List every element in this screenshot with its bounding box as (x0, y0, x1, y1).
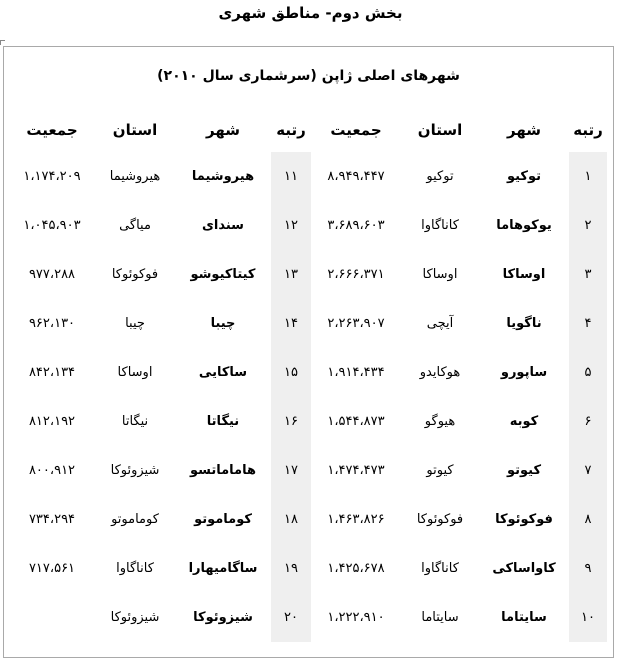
city-cell: چیبا (210, 316, 236, 331)
province-cell: کیوتو (426, 463, 454, 478)
city-cell: کاواساکی (492, 561, 556, 576)
rank-cell: ۱۲ (271, 201, 311, 250)
city-cell: ناگویا (506, 316, 542, 331)
rank-cell: ۱۶ (271, 397, 311, 446)
rank-cell: ۱ (569, 152, 607, 201)
province-cell: نیگاتا (121, 414, 149, 429)
rank-cell: ۱۴ (271, 299, 311, 348)
cities-table (9, 108, 607, 642)
table-row (9, 397, 607, 446)
rank-cell: ۹ (569, 544, 607, 593)
header-population-2: جمعیت (26, 121, 78, 139)
population-cell: ۱،۱۷۴،۲۰۹ (23, 169, 81, 184)
province-cell: کاناگاوا (421, 218, 459, 233)
rank-cell: ۱۰ (569, 593, 607, 642)
province-cell: آیچی (426, 316, 454, 331)
rank-cell: ۷ (569, 446, 607, 495)
table-row (9, 348, 607, 397)
population-cell: ۲،۲۶۳،۹۰۷ (327, 316, 385, 331)
header-population: جمعیت (330, 121, 382, 139)
province-cell: اوساکا (117, 365, 153, 380)
population-cell: ۷۳۴،۲۹۴ (28, 512, 76, 527)
table-row (9, 152, 607, 201)
page-heading: بخش دوم- مناطق شهری (218, 4, 403, 22)
city-cell: هاماماتسو (189, 463, 256, 478)
header-rank-2: رتبه (276, 121, 306, 139)
population-cell: ۸۱۲،۱۹۲ (28, 414, 76, 429)
province-cell: اوساکا (422, 267, 458, 282)
rank-cell: ۶ (569, 397, 607, 446)
city-cell: سایتاما (501, 610, 547, 625)
rank-cell: ۱۵ (271, 348, 311, 397)
table-row (9, 201, 607, 250)
rank-cell: ۲ (569, 201, 607, 250)
population-cell (9, 593, 95, 642)
city-cell: ساکایی (198, 365, 248, 380)
province-cell: هیروشیما (109, 169, 161, 184)
population-cell: ۱،۰۴۵،۹۰۳ (23, 218, 81, 233)
city-cell: شیزوئوکا (193, 610, 253, 625)
rank-cell: ۳ (569, 250, 607, 299)
rank-cell: ۲۰ (271, 593, 311, 642)
province-cell: هیوگو (424, 414, 456, 429)
province-cell: هوکایدو (419, 365, 461, 380)
table-title: شهرهای اصلی ژاپن (سرشماری سال ۲۰۱۰) (157, 68, 460, 84)
city-cell: کوبه (509, 414, 539, 429)
table-row (9, 250, 607, 299)
population-cell: ۱،۴۶۳،۸۲۶ (327, 512, 385, 527)
rank-cell: ۱۷ (271, 446, 311, 495)
table-row (9, 544, 607, 593)
header-rank: رتبه (573, 121, 603, 139)
city-cell: کیوتو (506, 463, 542, 478)
population-cell: ۱،۵۴۴،۸۷۳ (327, 414, 385, 429)
province-cell: توکیو (426, 169, 454, 184)
province-cell: شیزوئوکا (110, 463, 160, 478)
province-cell: کوماموتو (111, 512, 159, 527)
population-cell: ۱،۴۲۵،۶۷۸ (327, 561, 385, 576)
population-cell: ۱،۹۱۴،۴۳۴ (327, 365, 385, 380)
table-row (9, 593, 607, 642)
city-cell: نیگاتا (206, 414, 240, 429)
city-cell: فوکوئوکا (495, 512, 553, 527)
city-cell: ساپورو (500, 365, 548, 380)
city-cell: کوماموتو (194, 512, 252, 527)
province-cell: فوکوئوکا (111, 267, 159, 282)
header-row (9, 108, 607, 152)
province-cell: فوکوئوکا (416, 512, 464, 527)
city-cell: سندای (202, 218, 244, 233)
population-cell: ۷۱۷،۵۶۱ (28, 561, 76, 576)
city-cell: اوساکا (502, 267, 546, 282)
table-row (9, 446, 607, 495)
header-city-2: شهر (206, 121, 240, 139)
header-city: شهر (507, 121, 541, 139)
province-cell: میاگی (119, 218, 151, 233)
rank-cell: ۱۱ (271, 152, 311, 201)
province-cell: کاناگاوا (421, 561, 459, 576)
city-cell: کیتاکیوشو (190, 267, 256, 282)
province-cell: کاناگاوا (116, 561, 154, 576)
table-row (9, 495, 607, 544)
rank-cell: ۱۳ (271, 250, 311, 299)
population-cell: ۱،۴۷۴،۴۷۳ (327, 463, 385, 478)
population-cell: ۸۰۰،۹۱۲ (28, 463, 76, 478)
city-cell: توکیو (506, 169, 542, 184)
rank-cell: ۸ (569, 495, 607, 544)
rank-cell: ۵ (569, 348, 607, 397)
corner-mark (0, 40, 5, 45)
population-cell: ۲،۶۶۶،۳۷۱ (327, 267, 385, 282)
rank-cell: ۴ (569, 299, 607, 348)
population-cell: ۳،۶۸۹،۶۰۳ (327, 218, 385, 233)
population-cell: ۹۶۲،۱۳۰ (28, 316, 76, 331)
province-cell: شیزوئوکا (110, 610, 160, 625)
population-cell: ۹۷۷،۲۸۸ (28, 267, 76, 282)
header-province: استان (417, 121, 463, 139)
header-province-2: استان (112, 121, 158, 139)
city-cell: یوکوهاما (496, 218, 552, 233)
population-cell: ۸،۹۴۹،۴۴۷ (327, 169, 385, 184)
table-body (9, 152, 607, 642)
city-cell: ساگامیهارا (188, 561, 258, 576)
province-cell: چیبا (125, 316, 145, 331)
table-row (9, 299, 607, 348)
province-cell: سایتاما (421, 610, 459, 625)
city-cell: هیروشیما (191, 169, 255, 184)
population-cell: ۸۴۲،۱۳۴ (28, 365, 76, 380)
rank-cell: ۱۸ (271, 495, 311, 544)
rank-cell: ۱۹ (271, 544, 311, 593)
population-cell: ۱،۲۲۲،۹۱۰ (327, 610, 385, 625)
